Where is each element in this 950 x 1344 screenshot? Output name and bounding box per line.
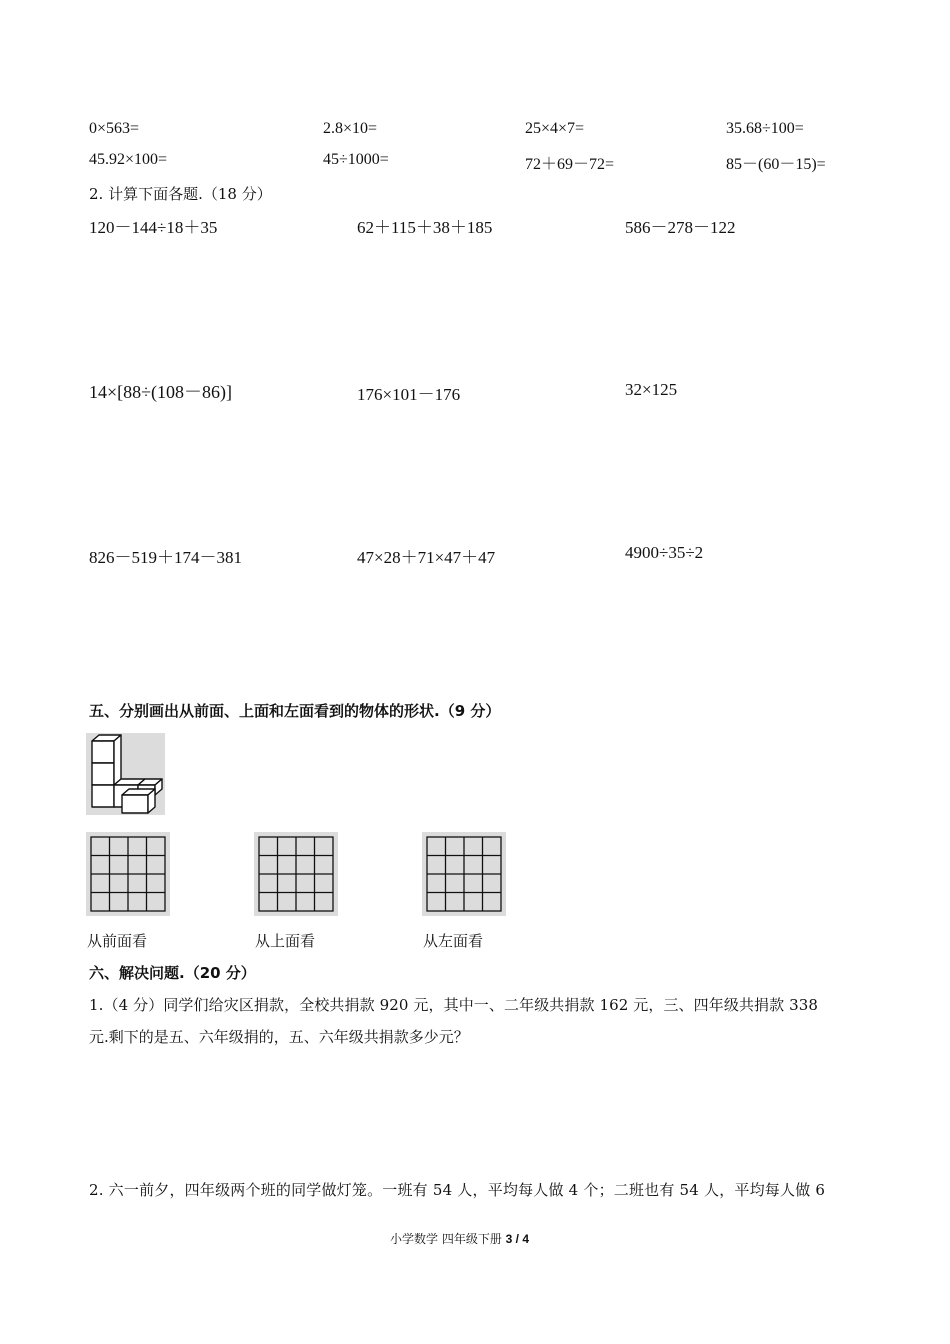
calc-problem: 32×125 <box>625 380 678 399</box>
left-view-caption: 从左面看 <box>423 932 484 950</box>
calc-problem: 586－278－122 <box>625 218 736 237</box>
problem-1-line-1: 1.（4 分）同学们给灾区捐款，全校共捐款 920 元，其中一、二年级共捐款 162 元，三、四年级共捐款 338 <box>89 996 819 1014</box>
oral-calc-item: 2.8×10= <box>323 120 378 137</box>
calc-problem: 62＋115＋38＋185 <box>357 218 493 237</box>
calc-problem: 47×28＋71×47＋47 <box>357 548 496 567</box>
calc-problem: 120－144÷18＋35 <box>89 218 218 237</box>
page-number: 3 / 4 <box>505 1232 529 1246</box>
front-view-grid <box>86 832 170 916</box>
calc-problem: 14×[88÷(108－86)] <box>89 382 233 402</box>
question-2-title: 2. 计算下面各题.（18 分） <box>89 185 272 203</box>
cube-figure <box>86 733 165 815</box>
section-6-title: 六、解决问题.（20 分） <box>89 964 256 982</box>
left-view-grid <box>422 832 506 916</box>
oral-calc-item: 45÷1000= <box>323 151 389 168</box>
top-view-grid <box>254 832 338 916</box>
page-footer <box>390 1230 529 1247</box>
section-5-title: 五、分别画出从前面、上面和左面看到的物体的形状.（9 分） <box>89 702 501 720</box>
oral-calc-item: 0×563= <box>89 120 140 137</box>
oral-calc-item: 72＋69－72= <box>525 156 615 173</box>
oral-calc-item: 85－(60－15)= <box>726 156 826 173</box>
front-view-caption: 从前面看 <box>87 932 148 950</box>
problem-2-line-1: 2. 六一前夕，四年级两个班的同学做灯笼。一班有 54 人，平均每人做 4 个；二班也有 54 人，平均每人做 6 <box>89 1181 826 1199</box>
oral-calc-item: 35.68÷100= <box>726 120 804 137</box>
oral-calc-item: 25×4×7= <box>525 120 585 137</box>
calc-problem: 826－519＋174－381 <box>89 548 242 567</box>
calc-problem: 4900÷35÷2 <box>625 543 704 562</box>
footer-text: 小学数学 四年级下册 <box>390 1232 506 1246</box>
problem-1-line-2: 元.剩下的是五、六年级捐的，五、六年级共捐款多少元？ <box>89 1028 469 1046</box>
calc-problem: 176×101－176 <box>357 385 461 404</box>
oral-calc-item: 45.92×100= <box>89 151 168 168</box>
top-view-caption: 从上面看 <box>255 932 316 950</box>
cube-drawing <box>86 733 165 815</box>
